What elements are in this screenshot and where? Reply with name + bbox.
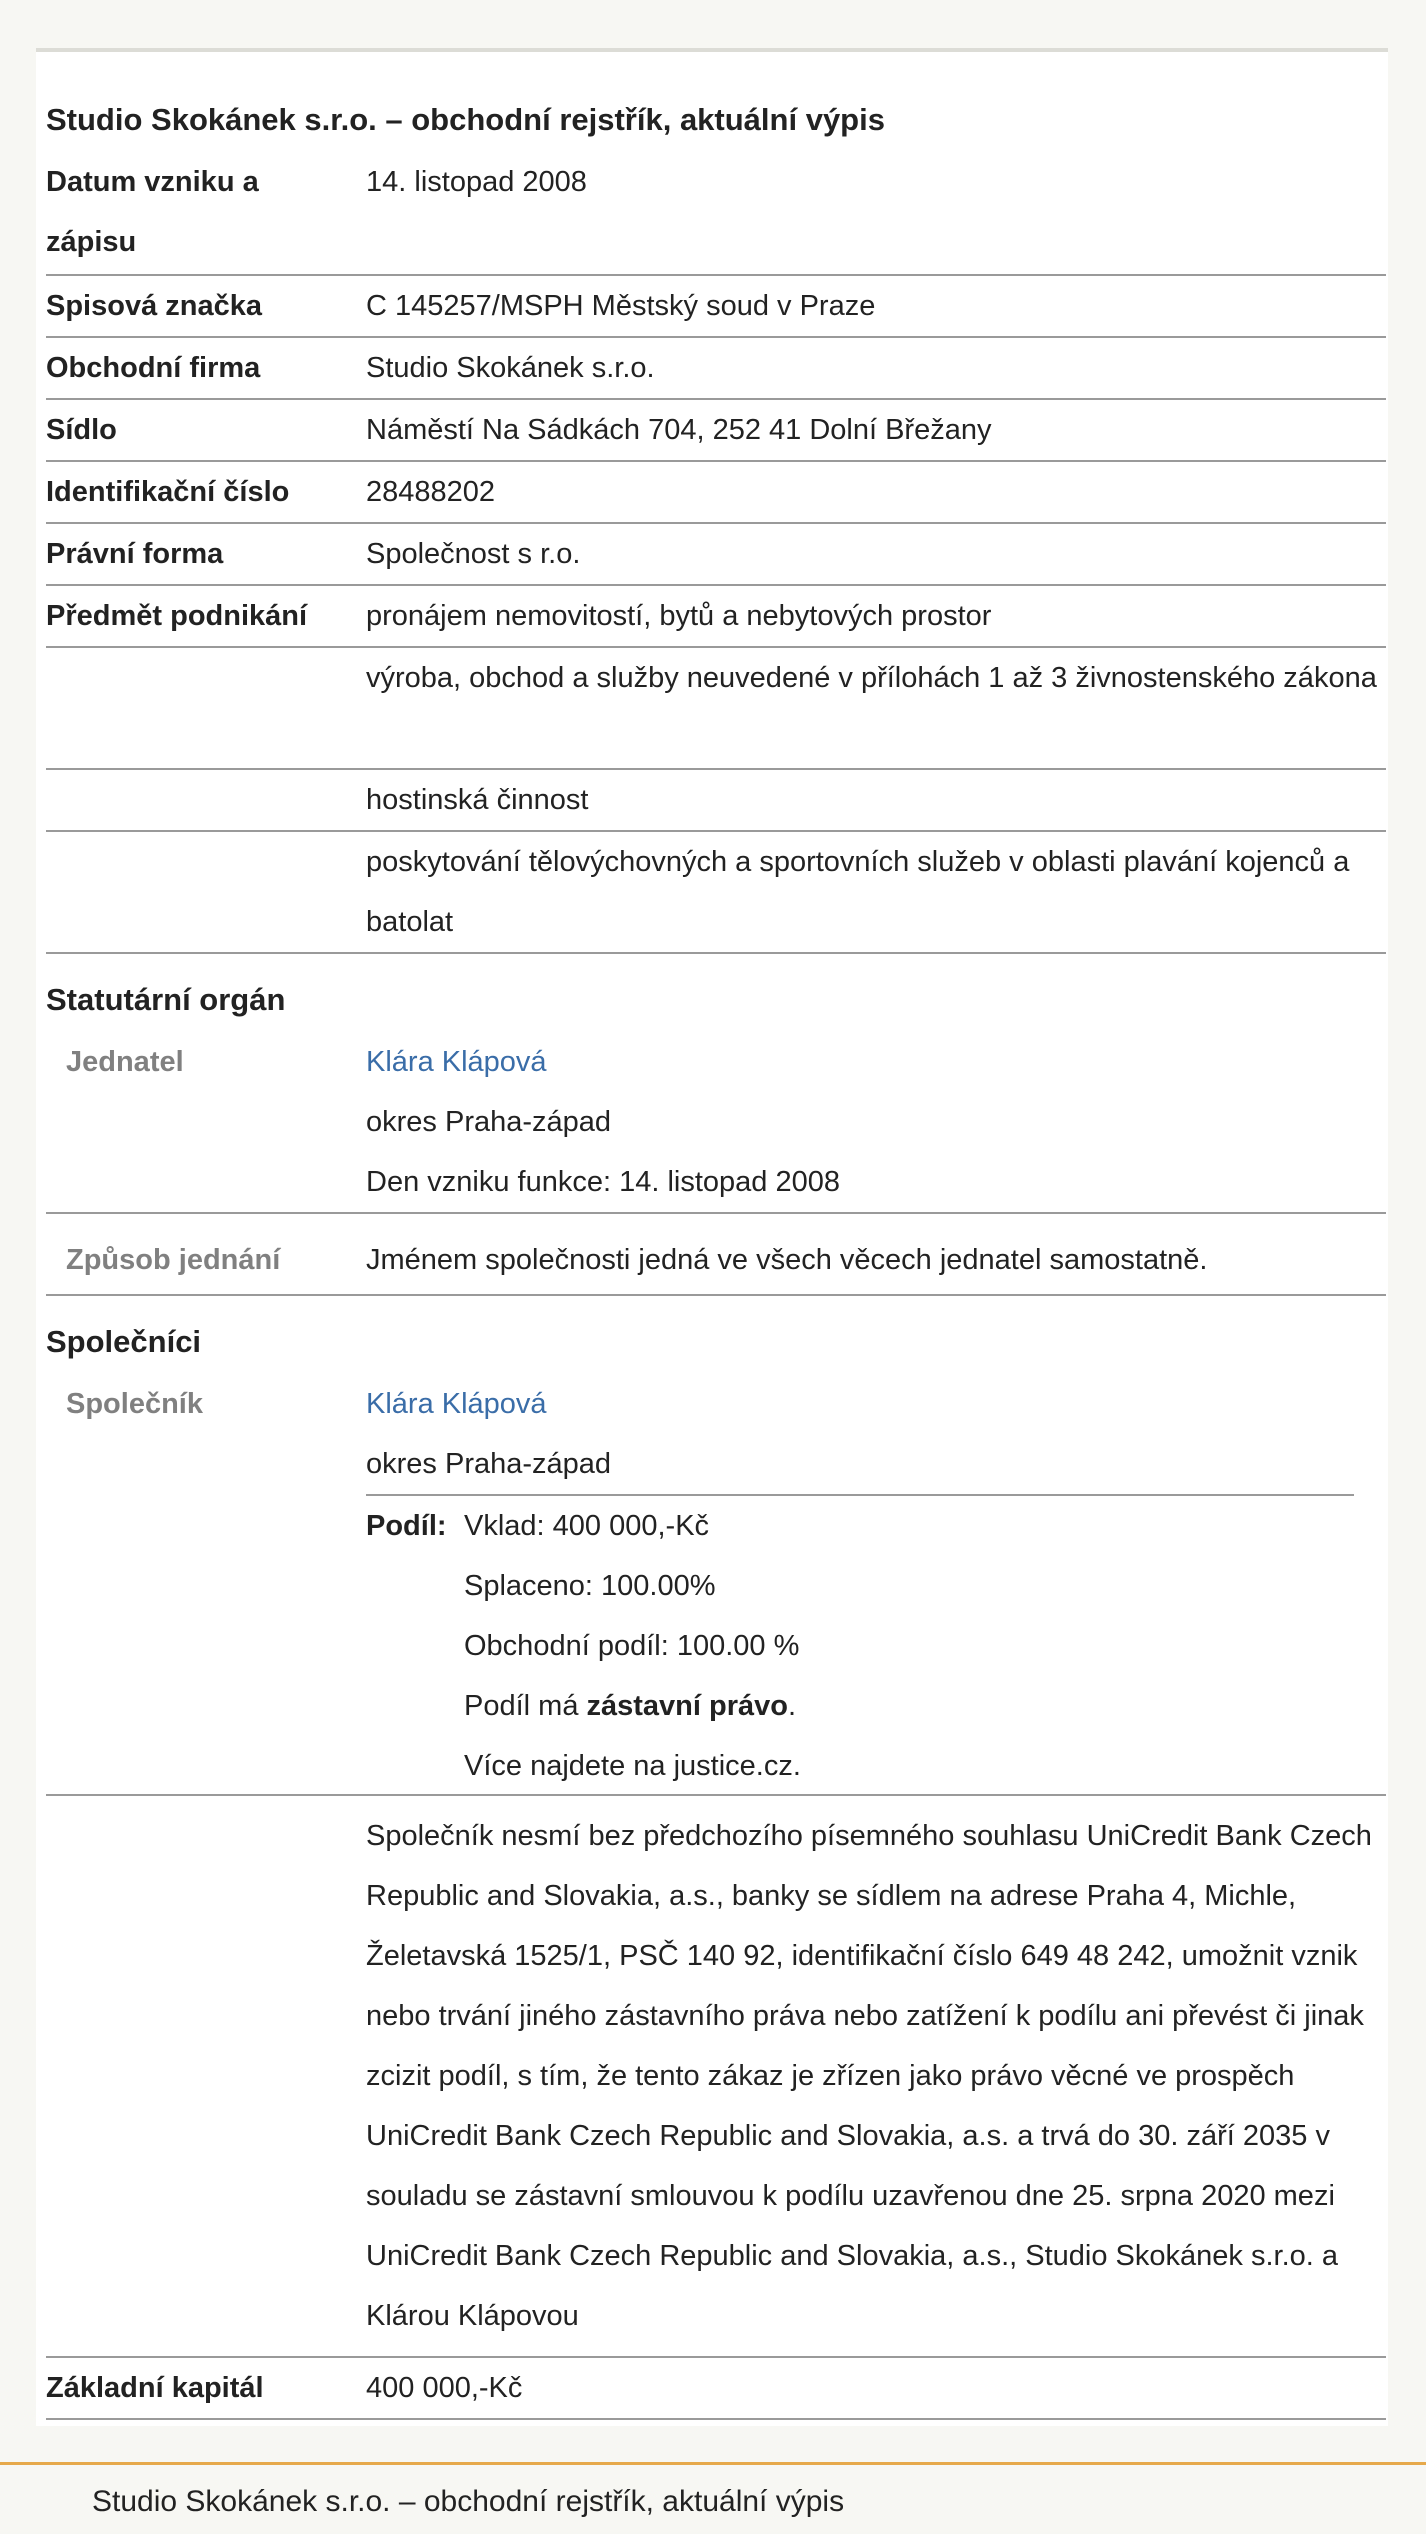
- row-zpusob: [46, 1226, 1386, 1296]
- row-firma: [46, 338, 1386, 400]
- value-ico: 28488202: [366, 476, 496, 508]
- podil-vklad: Vklad: 400 000,-Kč: [464, 1510, 710, 1542]
- value-predmet-2: výroba, obchod a služby neuvedené v přílohách 1 až 3 živnostenského zákona: [366, 662, 1377, 694]
- register-card: [36, 48, 1388, 2426]
- row-predmet-2: [46, 648, 1386, 770]
- row-forma: [46, 524, 1386, 586]
- spolecnik-okres: okres Praha-západ: [366, 1448, 612, 1480]
- label-ico: Identifikační číslo: [46, 476, 290, 508]
- value-zpusob: Jménem společnosti jedná ve všech věcech jednatel samostatně.: [366, 1244, 1208, 1276]
- row-kapital: [46, 2358, 1386, 2420]
- label-forma: Právní forma: [46, 538, 224, 570]
- jednatel-okres: okres Praha-západ: [366, 1106, 612, 1138]
- jednatel-link[interactable]: Klára Klápová: [366, 1046, 547, 1078]
- row-sidlo: [46, 400, 1386, 462]
- podil-vice: Více najdete na justice.cz.: [464, 1750, 801, 1782]
- page-title: Studio Skokánek s.r.o. – obchodní rejstřík, aktuální výpis: [46, 102, 885, 137]
- footer-title: Studio Skokánek s.r.o. – obchodní rejstřík, aktuální výpis: [92, 2485, 845, 2518]
- podil-details: [464, 1496, 801, 1796]
- label-sidlo: Sídlo: [46, 414, 117, 446]
- spolecnik-link[interactable]: Klára Klápová: [366, 1388, 547, 1420]
- label-kapital: Základní kapitál: [46, 2372, 264, 2404]
- row-spisova: [46, 276, 1386, 338]
- row-spolecnik: [46, 1374, 1386, 1796]
- label-datum: Datum vzniku a zápisu: [46, 166, 259, 258]
- value-spisova: C 145257/MSPH Městský soud v Praze: [366, 290, 876, 322]
- value-zakaz: Společník nesmí bez předchozího písemného souhlasu UniCredit Bank Czech Republic and Slovakia, a.s., banky se sídlem na adrese Praha 4, Michle, Želetavská 1525/1, PSČ 140 92, identifikační číslo 649 48 242, umožnit vznik nebo trvání jiného zástavního práva nebo zatížení k podílu ani převést či jinak zcizit podíl, s tím, že tento zákaz je zřízen jako právo věcné ve prospěch UniCredit Bank Czech Republic and Slovakia, a.s. a trvá do 30. září 2035 v souladu se zástavní smlouvou k podílu uzavřenou dne 25. srpna 2020 mezi UniCredit Bank Czech Republic and Slovakia, a.s., Studio Skokánek s.r.o. a Klárou Klápovou: [366, 1820, 1372, 2332]
- row-predmet-3: [46, 770, 1386, 832]
- label-firma: Obchodní firma: [46, 352, 261, 384]
- value-kapital: 400 000,-Kč: [366, 2372, 523, 2404]
- podil-splaceno: Splaceno: 100.00%: [464, 1570, 716, 1602]
- row-zakaz: [46, 1796, 1386, 2358]
- jednatel-funkce: Den vzniku funkce: 14. listopad 2008: [366, 1166, 840, 1198]
- row-datum: [46, 152, 1386, 276]
- value-datum: 14. listopad 2008: [366, 166, 587, 198]
- row-jednatel: [46, 1032, 1386, 1214]
- label-zpusob: Způsob jednání: [66, 1244, 281, 1276]
- podil-box: [366, 1494, 1354, 1796]
- section-spolecnici: Společníci: [46, 1324, 202, 1359]
- section-statutarni: Statutární orgán: [46, 982, 286, 1017]
- value-jednatel: [366, 1032, 1386, 1212]
- value-predmet-4: poskytování tělovýchovných a sportovních služeb v oblasti plavání kojenců a batolat: [366, 846, 1350, 938]
- value-firma: Studio Skokánek s.r.o.: [366, 352, 655, 384]
- value-predmet-1: pronájem nemovitostí, bytů a nebytových prostor: [366, 600, 992, 632]
- value-forma: Společnost s r.o.: [366, 538, 581, 570]
- podil-zastava: Podíl má zástavní právo.: [464, 1690, 797, 1722]
- podil-label: Podíl:: [366, 1510, 447, 1542]
- zastavni-pravo: zástavní právo: [586, 1690, 788, 1722]
- row-ico: [46, 462, 1386, 524]
- label-predmet: Předmět podnikání: [46, 600, 308, 632]
- value-spolecnik: [366, 1374, 1386, 1494]
- label-spisova: Spisová značka: [46, 290, 262, 322]
- podil-obchodni: Obchodní podíl: 100.00 %: [464, 1630, 800, 1662]
- value-predmet-3: hostinská činnost: [366, 784, 589, 816]
- row-predmet-1: [46, 586, 1386, 648]
- footer-divider: [0, 2462, 1426, 2465]
- label-jednatel: Jednatel: [66, 1046, 184, 1078]
- label-spolecnik: Společník: [66, 1388, 203, 1420]
- value-sidlo: Náměstí Na Sádkách 704, 252 41 Dolní Břežany: [366, 414, 992, 446]
- row-predmet-4: [46, 832, 1386, 954]
